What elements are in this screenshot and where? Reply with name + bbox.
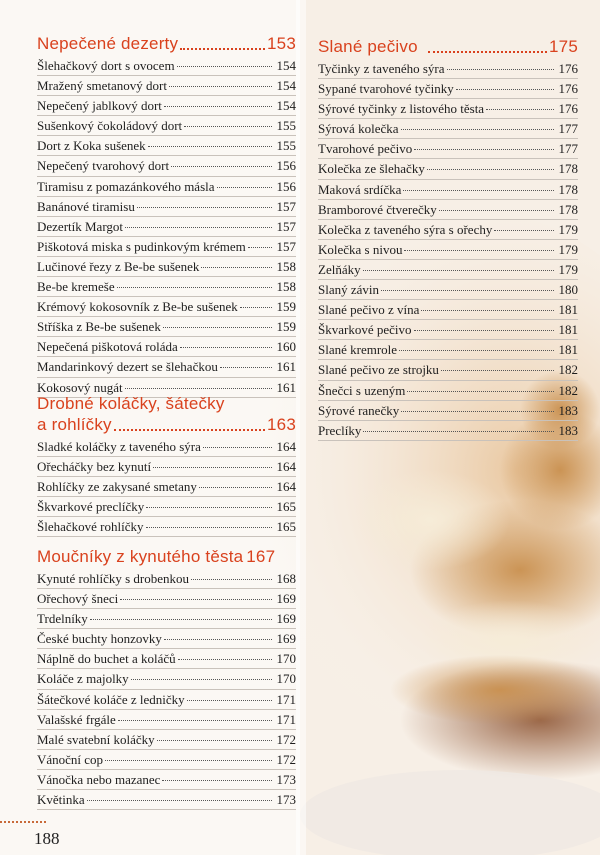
- dot-leader: [407, 391, 554, 392]
- entry-title: Kolečka z taveného sýra s ořechy: [318, 221, 493, 237]
- toc-entry[interactable]: [37, 237, 296, 257]
- toc-entry[interactable]: [37, 96, 296, 116]
- entry-title: Vánoční cop: [37, 751, 104, 767]
- toc-entry[interactable]: [318, 360, 578, 380]
- entry-page: 171: [276, 711, 296, 727]
- toc-entry[interactable]: [37, 669, 296, 689]
- entry-page: 182: [558, 362, 578, 378]
- toc-entry[interactable]: [37, 136, 296, 156]
- toc-entry[interactable]: [37, 589, 296, 609]
- toc-entry[interactable]: [318, 119, 578, 139]
- toc-entry[interactable]: [37, 569, 296, 589]
- toc-entry[interactable]: [37, 357, 296, 377]
- entry-page: 155: [276, 138, 296, 154]
- dot-leader: [428, 51, 547, 53]
- entry-page: 161: [276, 359, 296, 375]
- entry-title: Slané kremrole: [318, 342, 398, 358]
- entry-page: 170: [276, 671, 296, 687]
- toc-entry[interactable]: [318, 159, 578, 179]
- toc-entry[interactable]: [37, 177, 296, 197]
- dot-leader: [146, 527, 273, 528]
- section-title: Nepečené dezerty: [37, 34, 179, 53]
- entry-title: Nepečený tvarohový dort: [37, 158, 170, 174]
- entry-page: 161: [276, 379, 296, 395]
- entry-title: Tyčinky z taveného sýra: [318, 61, 445, 76]
- entry-page: 181: [558, 302, 578, 318]
- entry-title: Sladké koláčky z taveného sýra: [37, 439, 201, 454]
- toc-entry[interactable]: [37, 337, 296, 357]
- dot-leader: [148, 146, 272, 147]
- entry-title: Slaný závin: [318, 282, 380, 298]
- dot-leader: [201, 267, 272, 268]
- entry-title: Tiramisu z pomazánkového másla: [37, 178, 215, 194]
- entry-title: Sýrové tyčinky z listového těsta: [318, 101, 485, 117]
- dot-leader: [177, 66, 272, 67]
- recipe-list: [37, 569, 296, 810]
- toc-entry[interactable]: [318, 421, 578, 441]
- dot-leader: [187, 700, 272, 701]
- entry-page: 157: [276, 198, 296, 214]
- dot-leader: [401, 129, 554, 130]
- entry-title: Lučinové řezy z Be-be sušenek: [37, 258, 200, 274]
- toc-entry[interactable]: [37, 277, 296, 297]
- entry-page: 156: [276, 178, 296, 194]
- entry-page: 169: [276, 591, 296, 607]
- toc-entry[interactable]: [37, 770, 296, 790]
- dot-leader: [363, 270, 554, 271]
- toc-entry[interactable]: [37, 317, 296, 337]
- entry-page: 179: [558, 261, 578, 277]
- toc-entry[interactable]: [318, 300, 578, 320]
- recipe-list: [318, 59, 578, 441]
- toc-entry[interactable]: [318, 381, 578, 401]
- entry-page: 157: [276, 238, 296, 254]
- dot-leader: [456, 89, 554, 90]
- section-heading[interactable]: [37, 546, 296, 567]
- toc-entry[interactable]: [37, 297, 296, 317]
- dot-leader: [105, 760, 272, 761]
- dot-leader: [401, 411, 554, 412]
- toc-entry[interactable]: [37, 629, 296, 649]
- dot-leader: [439, 210, 554, 211]
- dot-leader: [131, 679, 272, 680]
- recipe-list: [37, 56, 296, 398]
- dot-leader: [421, 310, 554, 311]
- entry-title: Bramborové čtverečky: [318, 201, 437, 217]
- entry-page: 176: [558, 81, 578, 97]
- entry-page: 158: [276, 258, 296, 274]
- entry-title: Nepečená piškotová roláda: [37, 339, 178, 355]
- dot-leader: [403, 190, 554, 191]
- dot-leader: [184, 126, 272, 127]
- entry-page: 168: [276, 571, 296, 586]
- entry-title: Koláče z majolky: [37, 671, 129, 687]
- dot-leader: [120, 599, 272, 600]
- entry-page: 179: [558, 241, 578, 257]
- entry-title: Kolečka ze šlehačky: [318, 161, 425, 177]
- toc-entry[interactable]: [37, 710, 296, 730]
- entry-title: Sýrové ranečky: [318, 402, 400, 418]
- toc-entry[interactable]: [318, 99, 578, 119]
- section-page: 163: [267, 415, 296, 434]
- dot-leader: [153, 467, 272, 468]
- section-title: Moučníky z kynutého těsta: [37, 547, 244, 566]
- entry-title: Dezertík Margot: [37, 218, 124, 234]
- entry-page: 169: [276, 611, 296, 627]
- dot-leader: [180, 48, 265, 50]
- dot-leader: [363, 431, 554, 432]
- section-heading[interactable]: [37, 33, 296, 54]
- toc-entry[interactable]: [37, 197, 296, 217]
- dot-leader: [414, 149, 554, 150]
- dot-leader: [163, 327, 272, 328]
- entry-title: Trdelníky: [37, 611, 88, 627]
- entry-page: 178: [558, 181, 578, 197]
- section-moucniky: [37, 546, 296, 810]
- dot-leader: [441, 370, 554, 371]
- entry-page: 173: [276, 792, 296, 808]
- entry-page: 182: [558, 382, 578, 398]
- entry-page: 177: [558, 141, 578, 157]
- dot-leader: [248, 247, 272, 248]
- entry-page: 181: [558, 342, 578, 358]
- entry-page: 165: [276, 519, 296, 535]
- entry-page: 160: [276, 339, 296, 355]
- entry-title: Kynuté rohlíčky s drobenkou: [37, 571, 190, 586]
- entry-page: 172: [276, 751, 296, 767]
- dot-leader: [125, 388, 272, 389]
- dot-leader: [427, 169, 554, 170]
- entry-title: Sypané tvarohové tyčinky: [318, 81, 454, 97]
- entry-page: 183: [558, 402, 578, 418]
- entry-title: Zelňáky: [318, 261, 361, 277]
- entry-page: 177: [558, 121, 578, 137]
- page-number: 188: [34, 829, 60, 848]
- entry-page: 164: [276, 479, 296, 495]
- entry-title: Malé svatební koláčky: [37, 731, 155, 747]
- entry-title: Ořechový šneci: [37, 591, 119, 607]
- entry-page: 159: [276, 299, 296, 315]
- dot-leader: [447, 69, 554, 70]
- dot-leader: [178, 659, 272, 660]
- entry-page: 154: [276, 98, 296, 114]
- dot-leader: [137, 207, 272, 208]
- section-page: 167: [246, 547, 276, 566]
- entry-title: Kokosový nugát: [37, 379, 123, 395]
- toc-entry[interactable]: [37, 790, 296, 810]
- dot-leader: [220, 367, 272, 368]
- entry-page: 173: [276, 771, 296, 787]
- dot-leader: [381, 290, 554, 291]
- entry-title: Náplně do buchet a koláčů: [37, 651, 176, 667]
- entry-title: Šnečci s uzeným: [318, 382, 406, 398]
- entry-page: 156: [276, 158, 296, 174]
- toc-entry[interactable]: [318, 79, 578, 99]
- toc-entry[interactable]: [37, 609, 296, 629]
- toc-entry[interactable]: [37, 649, 296, 669]
- entry-title: Vánočka nebo mazanec: [37, 771, 161, 787]
- entry-page: 154: [276, 58, 296, 73]
- entry-page: 179: [558, 221, 578, 237]
- dot-leader: [191, 579, 272, 580]
- dot-leader: [87, 800, 272, 801]
- dot-leader: [486, 109, 554, 110]
- section-heading[interactable]: [318, 36, 578, 57]
- dot-leader: [171, 166, 272, 167]
- dot-leader: [114, 429, 265, 431]
- entry-title: Škvarkové pečivo: [318, 322, 412, 338]
- entry-page: 159: [276, 319, 296, 335]
- dot-leader: [414, 330, 554, 331]
- toc-entry[interactable]: [318, 280, 578, 300]
- section-nepecene-dezerty: [37, 33, 296, 398]
- entry-page: 176: [558, 61, 578, 76]
- toc-entry[interactable]: [318, 220, 578, 240]
- section-page: 153: [267, 34, 296, 53]
- page-number-decoration: [0, 821, 46, 823]
- dot-leader: [146, 507, 272, 508]
- toc-entry[interactable]: [318, 59, 578, 79]
- entry-title: Kolečka s nivou: [318, 241, 403, 257]
- dot-leader: [117, 287, 272, 288]
- entry-page: 158: [276, 279, 296, 295]
- entry-page: 172: [276, 731, 296, 747]
- entry-title: České buchty honzovky: [37, 631, 162, 647]
- entry-title: Tvarohové pečivo: [318, 141, 413, 157]
- toc-entry[interactable]: [318, 401, 578, 421]
- entry-title: Ořecháčky bez kynutí: [37, 459, 152, 475]
- entry-title: Mražený smetanový dort: [37, 78, 167, 94]
- toc-entry[interactable]: [318, 340, 578, 360]
- toc-entry[interactable]: [318, 139, 578, 159]
- entry-title: Nepečený jablkový dort: [37, 98, 162, 114]
- dot-leader: [162, 780, 272, 781]
- entry-title: Sýrová kolečka: [318, 121, 399, 137]
- toc-entry[interactable]: [37, 497, 296, 517]
- toc-entry[interactable]: [37, 517, 296, 537]
- entry-page: 165: [276, 499, 296, 515]
- toc-entry[interactable]: [318, 240, 578, 260]
- entry-page: 170: [276, 651, 296, 667]
- dot-leader: [169, 86, 272, 87]
- dot-leader: [494, 230, 554, 231]
- entry-page: 171: [276, 691, 296, 707]
- entry-title: Šlehačkový dort s ovocem: [37, 58, 175, 73]
- section-drobne-kolacky: [37, 393, 296, 537]
- dot-leader: [203, 447, 272, 448]
- entry-title: Škvarkové preclíčky: [37, 499, 145, 515]
- entry-title: Šlehačkové rohlíčky: [37, 519, 144, 535]
- toc-entry[interactable]: [318, 200, 578, 220]
- entry-title: Be-be kremeše: [37, 279, 115, 295]
- toc-entry[interactable]: [318, 320, 578, 340]
- entry-title: Maková srdíčka: [318, 181, 402, 197]
- entry-page: 180: [558, 282, 578, 298]
- dot-leader: [164, 639, 272, 640]
- entry-title: Stříška z Be-be sušenek: [37, 319, 161, 335]
- toc-entry[interactable]: [37, 76, 296, 96]
- toc-entry[interactable]: [37, 156, 296, 176]
- toc-entry[interactable]: [37, 257, 296, 277]
- entry-title: Rohlíčky ze zakysané smetany: [37, 479, 197, 495]
- toc-entry[interactable]: [37, 457, 296, 477]
- dot-leader: [125, 227, 272, 228]
- entry-page: 164: [276, 459, 296, 475]
- dot-leader: [164, 106, 272, 107]
- dot-leader: [240, 307, 272, 308]
- section-page: 175: [549, 37, 578, 56]
- section-slane-pecivo: [318, 36, 578, 441]
- dot-leader: [118, 720, 272, 721]
- entry-title: Slané pečivo ze strojku: [318, 362, 439, 378]
- dot-leader: [399, 350, 554, 351]
- toc-entry[interactable]: [37, 437, 296, 457]
- entry-title: Krémový kokosovník z Be-be sušenek: [37, 299, 238, 315]
- dot-leader: [199, 487, 272, 488]
- entry-title: Šátečkové koláče z ledničky: [37, 691, 185, 707]
- entry-title: Dort z Koka sušenek: [37, 138, 146, 154]
- section-title-line1: Drobné koláčky, šátečky: [37, 394, 225, 413]
- entry-page: 164: [276, 439, 296, 454]
- dot-leader: [90, 619, 272, 620]
- toc-entry[interactable]: [318, 260, 578, 280]
- entry-title: Banánové tiramisu: [37, 198, 135, 214]
- entry-title: Mandarinkový dezert se šlehačkou: [37, 359, 218, 375]
- toc-entry[interactable]: [37, 56, 296, 76]
- entry-page: 169: [276, 631, 296, 647]
- dot-leader: [157, 740, 272, 741]
- entry-page: 154: [276, 78, 296, 94]
- dot-leader: [404, 250, 554, 251]
- recipe-list: [37, 437, 296, 537]
- section-heading[interactable]: [37, 393, 296, 435]
- entry-page: 157: [276, 218, 296, 234]
- dot-leader: [180, 347, 272, 348]
- toc-entry[interactable]: [37, 730, 296, 750]
- toc-entry[interactable]: [37, 217, 296, 237]
- dot-leader: [217, 187, 272, 188]
- toc-entry[interactable]: [37, 477, 296, 497]
- entry-title: Valašské frgále: [37, 711, 116, 727]
- entry-title: Sušenkový čokoládový dort: [37, 118, 183, 134]
- toc-entry[interactable]: [318, 180, 578, 200]
- toc-entry[interactable]: [37, 750, 296, 770]
- entry-page: 178: [558, 161, 578, 177]
- section-title: Slané pečivo: [318, 37, 418, 56]
- entry-page: 181: [558, 322, 578, 338]
- entry-page: 178: [558, 201, 578, 217]
- entry-page: 176: [558, 101, 578, 117]
- entry-title: Květinka: [37, 792, 85, 808]
- entry-title: Slané pečivo z vína: [318, 302, 420, 318]
- entry-page: 183: [558, 422, 578, 438]
- entry-title: Piškotová miska s pudinkovým krémem: [37, 238, 246, 254]
- toc-entry[interactable]: [37, 116, 296, 136]
- section-title-line2: a rohlíčky: [37, 415, 112, 434]
- toc-entry[interactable]: [37, 690, 296, 710]
- entry-page: 155: [276, 118, 296, 134]
- entry-title: Preclíky: [318, 422, 362, 438]
